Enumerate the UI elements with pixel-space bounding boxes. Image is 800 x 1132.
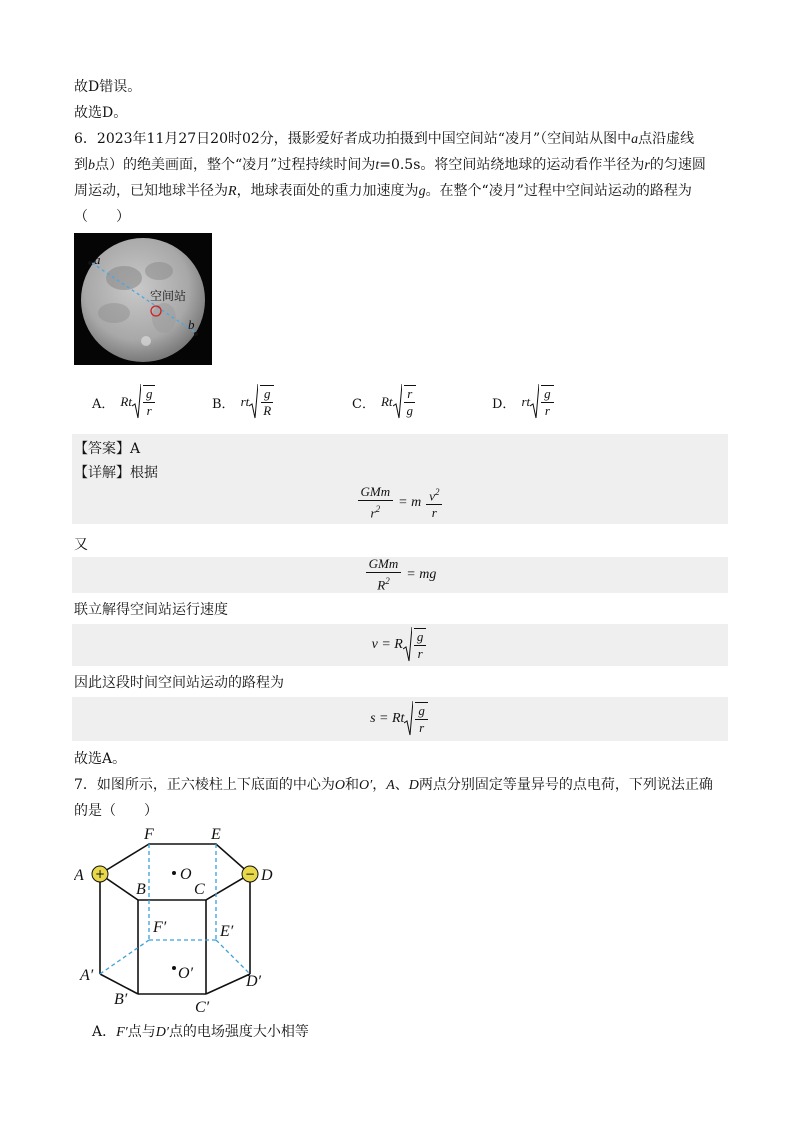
text-line: 故选D。	[74, 105, 128, 121]
text-line: 联立解得空间站运行速度	[74, 602, 228, 618]
option-c[interactable]: C． Rt $\frac{r}{g}$	[352, 382, 418, 422]
question-6-line-3: 周运动，已知地球半径为R，地球表面处的重力加速度为g。在整个“凌月”过程中空间站运动的路程为	[74, 183, 692, 199]
label-D: D	[261, 867, 273, 884]
label-F-prime: F′	[153, 919, 167, 936]
sqrt-symbol: $\frac{g}{R}$	[249, 384, 276, 420]
question-6-line-1: 6．2023年11月27日20时02分，摄影爱好者成功拍摄到中国空间站“凌月”（空间站从图中a点沿虚线	[74, 131, 695, 147]
option-7-a[interactable]: A．F′点与D′点的电场强度大小相等	[92, 1024, 309, 1040]
option-b[interactable]: B． rt $\frac{g}{R}$	[212, 382, 276, 422]
label-E-prime: E′	[220, 923, 234, 940]
station-label: 空间站	[150, 289, 187, 303]
hexagonal-prism-diagram	[74, 822, 294, 1020]
equation-2: $\frac{\text{GMm}}{R^2}$ = mg	[72, 557, 728, 593]
question-6-line-4: （ ）	[74, 209, 130, 225]
question-7-line-1: 7．如图所示，正六棱柱上下底面的中心为O和O′，A、D两点分别固定等量异号的点电荷，下列说法正确	[74, 777, 713, 793]
label-B: B	[136, 881, 146, 898]
text-line: 故选A。	[74, 751, 127, 767]
equation-3: v = R $\frac{g}{r}$	[72, 624, 728, 666]
sqrt-symbol: $\frac{g}{r}$	[132, 384, 158, 420]
equation-panel-4	[72, 697, 728, 741]
text-line: 又	[74, 537, 88, 553]
text-line: 故D错误。	[74, 79, 142, 95]
detail-label: 【详解】根据	[74, 465, 158, 481]
label-E: E	[211, 826, 221, 843]
label-A: A	[74, 867, 84, 884]
plus-sign: +	[94, 867, 106, 881]
sqrt-symbol: $\frac{r}{g}$	[393, 384, 419, 420]
label-C-prime: C′	[195, 999, 210, 1016]
label-b: b	[188, 317, 195, 332]
label-B-prime: B′	[114, 991, 128, 1008]
label-O: O	[180, 866, 192, 883]
label-F: F	[144, 826, 154, 843]
label-a: a	[94, 252, 101, 267]
equation-1: $\frac{\text{GMm}}{r^2}$ = m $\frac{v^2}{r}$	[72, 484, 728, 521]
moon-photo	[74, 233, 212, 365]
question-7-line-2: 的是（ ）	[74, 803, 158, 819]
answer-label: 【答案】A	[74, 441, 141, 457]
option-d[interactable]: D． rt $\frac{g}{r}$	[492, 382, 556, 422]
label-C: C	[194, 881, 205, 898]
option-a[interactable]: A． Rt $\frac{g}{r}$	[92, 382, 157, 422]
sqrt-symbol: $\frac{g}{r}$	[530, 384, 556, 420]
text-line: 因此这段时间空间站运动的路程为	[74, 675, 284, 691]
equation-4: s = Rt $\frac{g}{r}$	[72, 697, 728, 741]
label-D-prime: D′	[246, 973, 262, 990]
question-6-line-2: 到b点）的绝美画面，整个“凌月”过程持续时间为t=0.5s。将空间站绕地球的运动看作半径为r的匀速圆	[74, 157, 706, 173]
label-A-prime: A′	[80, 967, 94, 984]
minus-sign: −	[244, 867, 256, 881]
label-O-prime: O′	[178, 965, 194, 982]
equation-panel-3	[72, 624, 728, 666]
answer-panel	[72, 434, 728, 524]
equation-panel-2	[72, 557, 728, 593]
